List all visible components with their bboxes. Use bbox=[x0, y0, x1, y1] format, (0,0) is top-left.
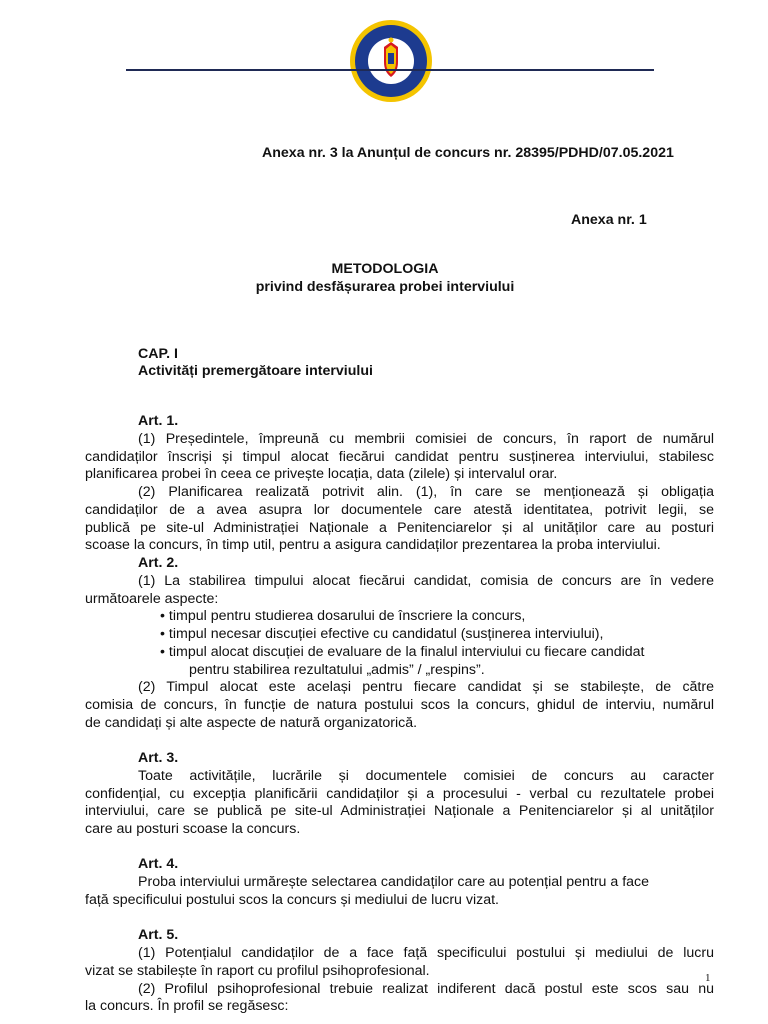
article-4-heading: Art. 4. bbox=[138, 856, 179, 872]
paragraph-line: care au posturi scoase la concurs. bbox=[85, 821, 301, 837]
paragraph-line: (1) La stabilirea timpului alocat fiecărui candidat, comisia de concurs are în vedere bbox=[138, 573, 714, 589]
paragraph-line: planificarea probei în ceea ce privește locația, data (zilele) și intervalul orar. bbox=[85, 466, 558, 482]
paragraph-line: vizat se stabilește în raport cu profilul psihoprofesional. bbox=[85, 963, 430, 979]
paragraph-line: față specificului postului scos la concurs și mediului de lucru vizat. bbox=[85, 892, 499, 908]
paragraph-line: de candidați și alte aspecte de natură organizatorică. bbox=[85, 715, 418, 731]
bullet-continuation: pentru stabilirea rezultatului „admis” / „respins”. bbox=[189, 662, 485, 678]
paragraph-line: publică pe site-ul Administrației Naționale a Penitenciarelor și al unităților care au posturi bbox=[85, 520, 714, 536]
paragraph-line: confidențial, cu excepția planificării candidaților și a procesului - verbal cu rezultatele probei bbox=[85, 786, 714, 802]
bullet-item: • timpul pentru studierea dosarului de înscriere la concurs, bbox=[160, 608, 526, 624]
paragraph-line: Toate activitățile, lucrările și documentele comisiei de concurs au caracter bbox=[138, 768, 714, 784]
chapter-label: CAP. I bbox=[138, 346, 178, 362]
document-title: METODOLOGIA bbox=[331, 261, 439, 277]
article-3-heading: Art. 3. bbox=[138, 750, 179, 766]
page-number: 1 bbox=[705, 972, 711, 984]
paragraph-line: (1) Președintele, împreună cu membrii comisiei de concurs, în raport de numărul bbox=[138, 431, 714, 447]
paragraph-line: candidaților înscriși și timpul alocat fiecărui candidat pentru susținerea interviului, stabilesc bbox=[85, 449, 714, 465]
paragraph-line: (2) Planificarea realizată potrivit alin. (1), în care se menționează și obligația bbox=[138, 484, 714, 500]
bullet-item: • timpul necesar discuției efective cu candidatul (susținerea interviului), bbox=[160, 626, 604, 642]
paragraph-line: candidaților de a avea asupra lor documentele care atestă identitatea, potrivit legii, se bbox=[85, 502, 714, 518]
article-5-heading: Art. 5. bbox=[138, 927, 179, 943]
paragraph-line: comisia de concurs, în funcție de natura postului scos la concurs, ghidul de interviu, numărul bbox=[85, 697, 714, 713]
bullet-item: • timpul alocat discuției de evaluare de la finalul interviului cu fiecare candidat bbox=[160, 644, 645, 660]
annex-number: Anexa nr. 1 bbox=[571, 212, 647, 228]
annex-title: Anexa nr. 3 la Anunțul de concurs nr. 28395/PDHD/07.05.2021 bbox=[262, 145, 674, 161]
article-2-heading: Art. 2. bbox=[138, 555, 179, 571]
paragraph-line: următoarele aspecte: bbox=[85, 591, 219, 607]
paragraph-line: scoase la concurs, în timp util, pentru a asigura candidaților prezentarea la proba interviului. bbox=[85, 537, 661, 553]
paragraph-line: (2) Timpul alocat este același pentru fiecare candidat și se stabilește, de către bbox=[138, 679, 714, 695]
ministry-emblem-icon bbox=[348, 18, 434, 104]
paragraph-line: (1) Potențialul candidaților de a face față specificului postului și mediului de lucru bbox=[138, 945, 714, 961]
header-divider bbox=[126, 69, 654, 71]
document-subtitle: privind desfășurarea probei interviului bbox=[255, 279, 515, 295]
paragraph-line: la concurs. În profil se regăsesc: bbox=[85, 998, 289, 1014]
paragraph-line: Proba interviului urmărește selectarea candidaților care au potențial pentru a face bbox=[138, 874, 650, 890]
paragraph-line: (2) Profilul psihoprofesional trebuie realizat indiferent dacă postul este scos sau nu bbox=[138, 981, 714, 997]
chapter-title: Activități premergătoare interviului bbox=[138, 363, 373, 379]
article-1-heading: Art. 1. bbox=[138, 413, 179, 429]
paragraph-line: interviului, care se publică pe site-ul Administrației Naționale a Penitenciarelor și al unităților bbox=[85, 803, 714, 819]
